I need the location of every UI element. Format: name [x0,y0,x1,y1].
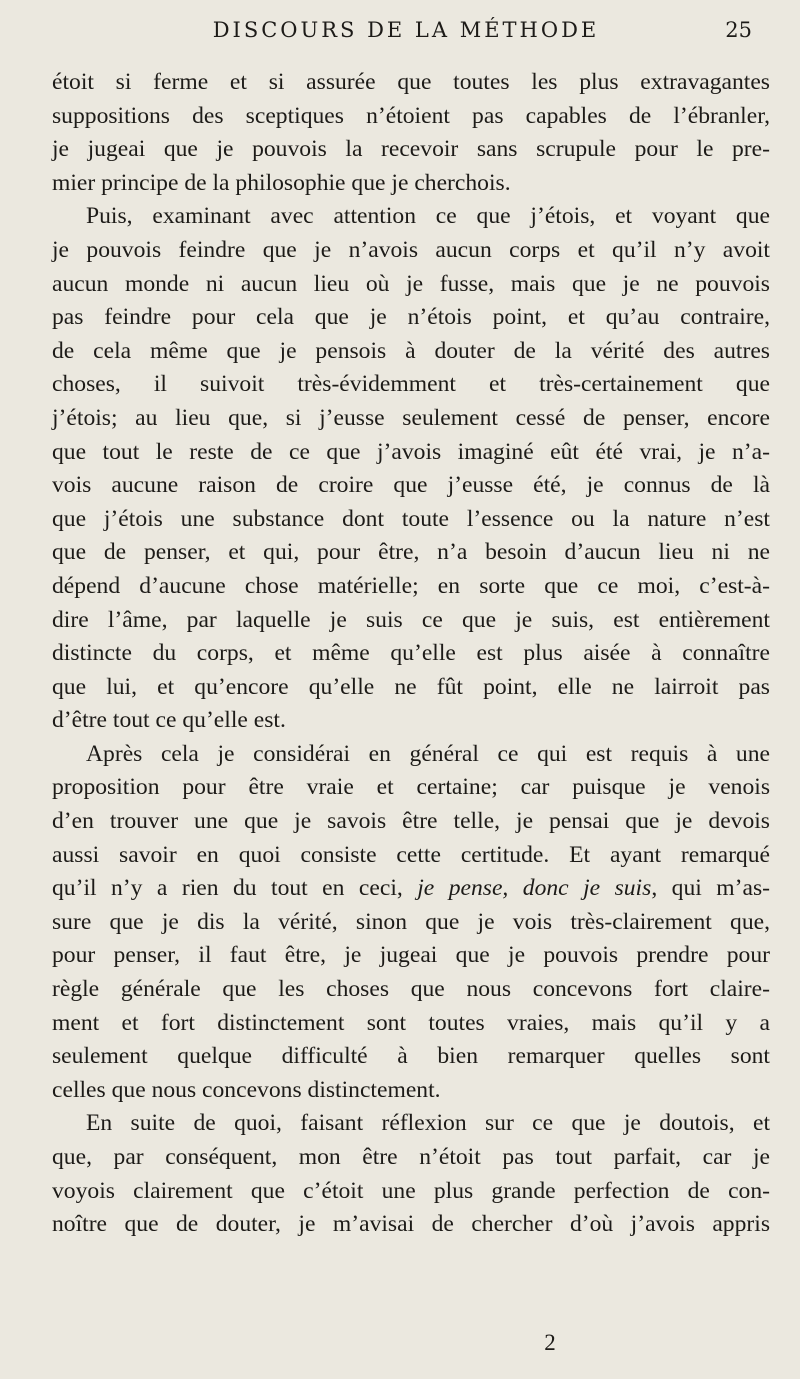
text-line: Puis, examinant avec attention ce que j’étois, et voyant que [86,203,770,230]
text-line: noître que de douter, je m’avisai de chercher d’où j’avois appris [52,1211,770,1238]
text-line: que j’étois une substance dont toute l’essence ou la nature n’est [52,505,770,532]
paragraph [52,738,770,1108]
text-line: étoit si ferme et si assurée que toutes les plus extravagantes [52,69,770,95]
text-line: d’être tout ce qu’elle est. [52,707,286,734]
italic-phrase: je pense, donc je suis [417,875,652,902]
text-line: Après cela je considérai en général ce qui est requis à une [86,740,770,767]
text-line: mier principe de la philosophie que je cherchois. [52,169,511,196]
text-line: sure que je dis la vérité, sinon que je vois très-clairement que, [52,908,770,935]
text-line: distincte du corps, et même qu’elle est plus aisée à connaître [52,640,770,667]
paragraph [52,1107,770,1241]
page-header [52,18,760,52]
text-line: celles que nous concevons distinctement. [52,1076,441,1103]
text-line: dire l’âme, par laquelle je suis ce que je suis, est entièrement [52,606,770,633]
text-line: que, par conséquent, mon être n’étoit pas tout parfait, car je [52,1144,770,1170]
text-line [52,872,770,906]
body-text [52,66,770,1242]
running-title: DISCOURS DE LA MÉTHODE [212,18,600,42]
text-line: aussi savoir en quoi consiste cette certitude. Et ayant remarqué [52,841,770,868]
text-line: règle générale que les choses que nous concevons fort claire- [52,976,770,1003]
text-line: que tout le reste de ce que j’avois imaginé eût été vrai, je n’a- [52,438,770,465]
text-line: pour penser, il faut être, je jugeai que je pouvois prendre pour [52,942,770,969]
text-line: voyois clairement que c’étoit une plus grande perfection de con- [52,1177,770,1204]
text-line: pas feindre pour cela que je n’étois point, et qu’au contraire, [52,304,770,331]
text-segment: qu’il n’y a rien du tout en ceci, [52,875,418,902]
text-line: de cela même que je pensois à douter de la vérité des autres [52,337,770,364]
text-line: proposition pour être vraie et certaine; car puisque je venois [52,774,770,801]
text-line: seulement quelque difficulté à bien remarquer quelles sont [52,1043,770,1070]
text-line: que de penser, et qui, pour être, n’a besoin d’aucun lieu ni ne [52,539,770,566]
text-segment: , qui m’as- [651,875,770,902]
text-line: aucun monde ni aucun lieu où je fusse, mais que je ne pouvois [52,270,770,297]
text-line: En suite de quoi, faisant réflexion sur ce que je doutois, et [86,1110,770,1137]
text-line: je jugeai que je pouvois la recevoir sans scrupule pour le pre- [52,136,770,163]
text-line: j’étois; au lieu que, si j’eusse seulement cessé de penser, encore [52,404,770,431]
paragraph [52,200,770,738]
text-line: que lui, et qu’encore qu’elle ne fût point, elle ne lairroit pas [52,673,770,700]
signature-mark: 2 [544,1330,556,1355]
page-number: 25 [725,18,752,42]
text-line: choses, il suivoit très-évidemment et très-certainement que [52,371,770,398]
text-line: ment et fort distinctement sont toutes vraies, mais qu’il y a [52,1009,770,1036]
page-footer [0,1330,800,1356]
text-line: d’en trouver une que je savois être telle, je pensai que je devois [52,808,770,835]
text-line: vois aucune raison de croire que j’eusse été, je connus de là [52,472,770,499]
text-line: je pouvois feindre que je n’avois aucun corps et qu’il n’y avoit [52,236,770,263]
text-line: dépend d’aucune chose matérielle; en sorte que ce moi, c’est-à- [52,572,770,599]
text-line: suppositions des sceptiques n’étoient pas capables de l’ébranler, [52,102,770,129]
paragraph [52,66,770,200]
